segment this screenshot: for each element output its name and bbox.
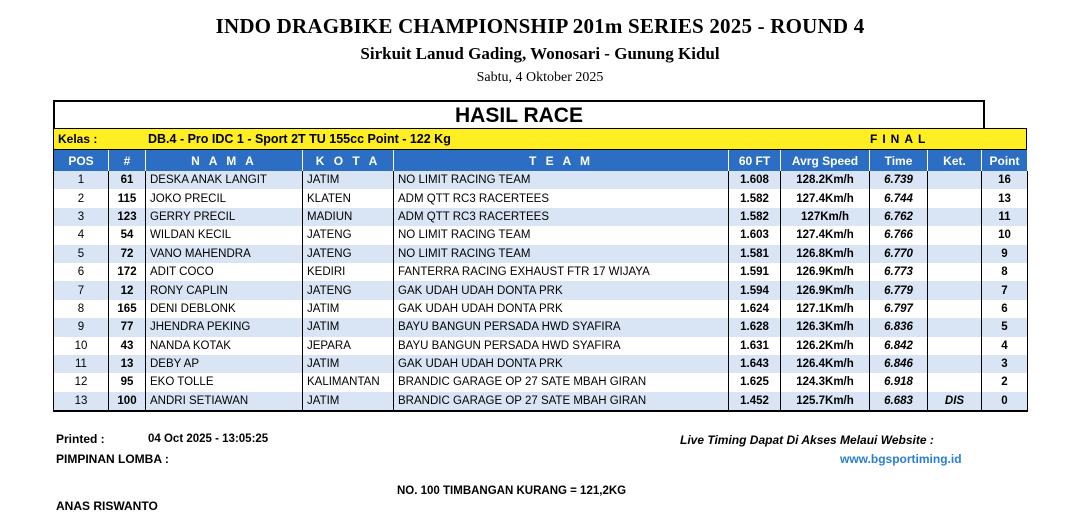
table-header-row: [54, 150, 1028, 171]
row-team: BAYU BANGUN PERSADA HWD SYAFIRA: [394, 337, 729, 355]
row-name: JOKO PRECIL: [146, 189, 303, 207]
row-number: 12: [109, 281, 146, 299]
row-point: 5: [982, 318, 1028, 336]
row-time: 6.846: [870, 355, 928, 373]
row-point: 3: [982, 355, 1028, 373]
table-row: [54, 171, 1028, 189]
stage-label: FINAL: [870, 132, 931, 146]
row-time: 6.762: [870, 208, 928, 226]
row-time: 6.797: [870, 300, 928, 318]
col-city: K O T A: [303, 150, 394, 171]
row-ket: DIS: [928, 392, 982, 411]
col-point: Point: [982, 150, 1028, 171]
row-avg-speed: 127.4Km/h: [781, 226, 870, 244]
row-city: JATENG: [303, 226, 394, 244]
row-number: 61: [109, 171, 146, 189]
row-ket: [928, 208, 982, 226]
table-row: [54, 189, 1028, 207]
row-point: 13: [982, 189, 1028, 207]
row-point: 7: [982, 281, 1028, 299]
row-ket: [928, 281, 982, 299]
row-name: DENI DEBLONK: [146, 300, 303, 318]
row-ket: [928, 337, 982, 355]
row-60ft: 1.608: [729, 171, 781, 189]
col-60ft: 60 FT: [729, 150, 781, 171]
table-row: [54, 337, 1028, 355]
row-pos: 5: [54, 245, 109, 263]
row-number: 54: [109, 226, 146, 244]
row-team: FANTERRA RACING EXHAUST FTR 17 WIJAYA: [394, 263, 729, 281]
row-team: NO LIMIT RACING TEAM: [394, 245, 729, 263]
row-team: GAK UDAH UDAH DONTA PRK: [394, 281, 729, 299]
col-name: N A M A: [146, 150, 303, 171]
row-number: 123: [109, 208, 146, 226]
row-name: VANO MAHENDRA: [146, 245, 303, 263]
col-time: Time: [870, 150, 928, 171]
row-ket: [928, 263, 982, 281]
row-team: BRANDIC GARAGE OP 27 SATE MBAH GIRAN: [394, 373, 729, 391]
table-row: [54, 300, 1028, 318]
row-city: JEPARA: [303, 337, 394, 355]
row-point: 0: [982, 392, 1028, 411]
row-60ft: 1.594: [729, 281, 781, 299]
row-number: 72: [109, 245, 146, 263]
row-60ft: 1.625: [729, 373, 781, 391]
row-60ft: 1.628: [729, 318, 781, 336]
row-time: 6.683: [870, 392, 928, 411]
event-date: Sabtu, 4 Oktober 2025: [476, 70, 604, 85]
printed-label: Printed :: [56, 432, 105, 446]
row-avg-speed: 126.8Km/h: [781, 245, 870, 263]
row-number: 165: [109, 300, 146, 318]
row-number: 115: [109, 189, 146, 207]
class-name: DB.4 - Pro IDC 1 - Sport 2T TU 155cc Point - 122 Kg: [148, 132, 451, 146]
result-title: HASIL RACE: [53, 100, 985, 128]
row-avg-speed: 127Km/h: [781, 208, 870, 226]
row-ket: [928, 245, 982, 263]
row-ket: [928, 373, 982, 391]
row-team: GAK UDAH UDAH DONTA PRK: [394, 355, 729, 373]
result-sheet: [53, 100, 1027, 412]
row-team: NO LIMIT RACING TEAM: [394, 171, 729, 189]
row-time: 6.739: [870, 171, 928, 189]
row-name: GERRY PRECIL: [146, 208, 303, 226]
row-pos: 9: [54, 318, 109, 336]
row-city: JATENG: [303, 281, 394, 299]
row-pos: 2: [54, 189, 109, 207]
row-team: ADM QTT RC3 RACERTEES: [394, 189, 729, 207]
row-city: KLATEN: [303, 189, 394, 207]
row-60ft: 1.581: [729, 245, 781, 263]
row-time: 6.842: [870, 337, 928, 355]
row-avg-speed: 126.4Km/h: [781, 355, 870, 373]
row-point: 11: [982, 208, 1028, 226]
table-row: [54, 392, 1028, 411]
col-team: T E A M: [394, 150, 729, 171]
row-city: MADIUN: [303, 208, 394, 226]
class-bar: [53, 128, 1027, 150]
row-number: 43: [109, 337, 146, 355]
website-link[interactable]: www.bgsportiming.id: [840, 452, 962, 466]
row-pos: 10: [54, 337, 109, 355]
row-time: 6.773: [870, 263, 928, 281]
row-team: NO LIMIT RACING TEAM: [394, 226, 729, 244]
row-city: JATIM: [303, 318, 394, 336]
table-row: [54, 263, 1028, 281]
col-avg-speed: Avrg Speed: [781, 150, 870, 171]
row-60ft: 1.591: [729, 263, 781, 281]
row-name: NANDA KOTAK: [146, 337, 303, 355]
col-pos: POS: [54, 150, 109, 171]
row-pos: 6: [54, 263, 109, 281]
col-ket: Ket.: [928, 150, 982, 171]
row-pos: 11: [54, 355, 109, 373]
row-number: 172: [109, 263, 146, 281]
row-point: 4: [982, 337, 1028, 355]
row-time: 6.770: [870, 245, 928, 263]
table-row: [54, 318, 1028, 336]
row-60ft: 1.603: [729, 226, 781, 244]
table-row: [54, 281, 1028, 299]
row-number: 95: [109, 373, 146, 391]
row-name: EKO TOLLE: [146, 373, 303, 391]
row-city: JATIM: [303, 300, 394, 318]
row-pos: 3: [54, 208, 109, 226]
signatory-name: ANAS RISWANTO: [56, 499, 158, 513]
row-number: 13: [109, 355, 146, 373]
row-team: BAYU BANGUN PERSADA HWD SYAFIRA: [394, 318, 729, 336]
table-row: [54, 373, 1028, 391]
results-table: [53, 150, 1028, 412]
row-point: 6: [982, 300, 1028, 318]
row-ket: [928, 318, 982, 336]
row-avg-speed: 127.4Km/h: [781, 189, 870, 207]
row-pos: 1: [54, 171, 109, 189]
row-number: 100: [109, 392, 146, 411]
row-pos: 12: [54, 373, 109, 391]
row-time: 6.918: [870, 373, 928, 391]
row-time: 6.836: [870, 318, 928, 336]
row-ket: [928, 189, 982, 207]
row-city: JATENG: [303, 245, 394, 263]
row-city: JATIM: [303, 392, 394, 411]
row-60ft: 1.624: [729, 300, 781, 318]
row-team: ADM QTT RC3 RACERTEES: [394, 208, 729, 226]
table-row: [54, 208, 1028, 226]
row-avg-speed: 124.3Km/h: [781, 373, 870, 391]
row-point: 2: [982, 373, 1028, 391]
row-avg-speed: 125.7Km/h: [781, 392, 870, 411]
row-ket: [928, 300, 982, 318]
row-name: JHENDRA PEKING: [146, 318, 303, 336]
row-point: 16: [982, 171, 1028, 189]
row-avg-speed: 126.9Km/h: [781, 281, 870, 299]
row-name: ANDRI SETIAWAN: [146, 392, 303, 411]
row-name: WILDAN KECIL: [146, 226, 303, 244]
row-60ft: 1.643: [729, 355, 781, 373]
row-time: 6.779: [870, 281, 928, 299]
row-60ft: 1.582: [729, 189, 781, 207]
row-city: JATIM: [303, 355, 394, 373]
row-point: 10: [982, 226, 1028, 244]
row-city: KEDIRI: [303, 263, 394, 281]
row-team: BRANDIC GARAGE OP 27 SATE MBAH GIRAN: [394, 392, 729, 411]
weight-note: NO. 100 TIMBANGAN KURANG = 121,2KG: [397, 485, 627, 497]
row-number: 77: [109, 318, 146, 336]
row-team: GAK UDAH UDAH DONTA PRK: [394, 300, 729, 318]
row-name: RONY CAPLIN: [146, 281, 303, 299]
table-row: [54, 245, 1028, 263]
col-number: #: [109, 150, 146, 171]
row-point: 8: [982, 263, 1028, 281]
live-timing-note: Live Timing Dapat Di Akses Melaui Website :: [680, 433, 934, 447]
table-row: [54, 226, 1028, 244]
row-ket: [928, 355, 982, 373]
table-row: [54, 355, 1028, 373]
row-time: 6.744: [870, 189, 928, 207]
row-avg-speed: 126.9Km/h: [781, 263, 870, 281]
row-avg-speed: 128.2Km/h: [781, 171, 870, 189]
row-city: JATIM: [303, 171, 394, 189]
row-pos: 4: [54, 226, 109, 244]
pimpinan-label: PIMPINAN LOMBA :: [56, 452, 169, 466]
row-60ft: 1.452: [729, 392, 781, 411]
row-name: DESKA ANAK LANGIT: [146, 171, 303, 189]
event-venue: Sirkuit Lanud Gading, Wonosari - Gunung Kidul: [360, 44, 720, 63]
row-point: 9: [982, 245, 1028, 263]
row-time: 6.766: [870, 226, 928, 244]
row-avg-speed: 127.1Km/h: [781, 300, 870, 318]
row-city: KALIMANTAN: [303, 373, 394, 391]
row-name: DEBY AP: [146, 355, 303, 373]
row-60ft: 1.582: [729, 208, 781, 226]
printed-timestamp: 04 Oct 2025 - 13:05:25: [148, 433, 269, 445]
class-label: Kelas :: [58, 132, 98, 146]
row-pos: 13: [54, 392, 109, 411]
row-pos: 7: [54, 281, 109, 299]
row-60ft: 1.631: [729, 337, 781, 355]
row-ket: [928, 226, 982, 244]
row-avg-speed: 126.2Km/h: [781, 337, 870, 355]
row-avg-speed: 126.3Km/h: [781, 318, 870, 336]
event-title: INDO DRAGBIKE CHAMPIONSHIP 201m SERIES 2025 - ROUND 4: [215, 14, 865, 38]
row-name: ADIT COCO: [146, 263, 303, 281]
row-ket: [928, 171, 982, 189]
row-pos: 8: [54, 300, 109, 318]
